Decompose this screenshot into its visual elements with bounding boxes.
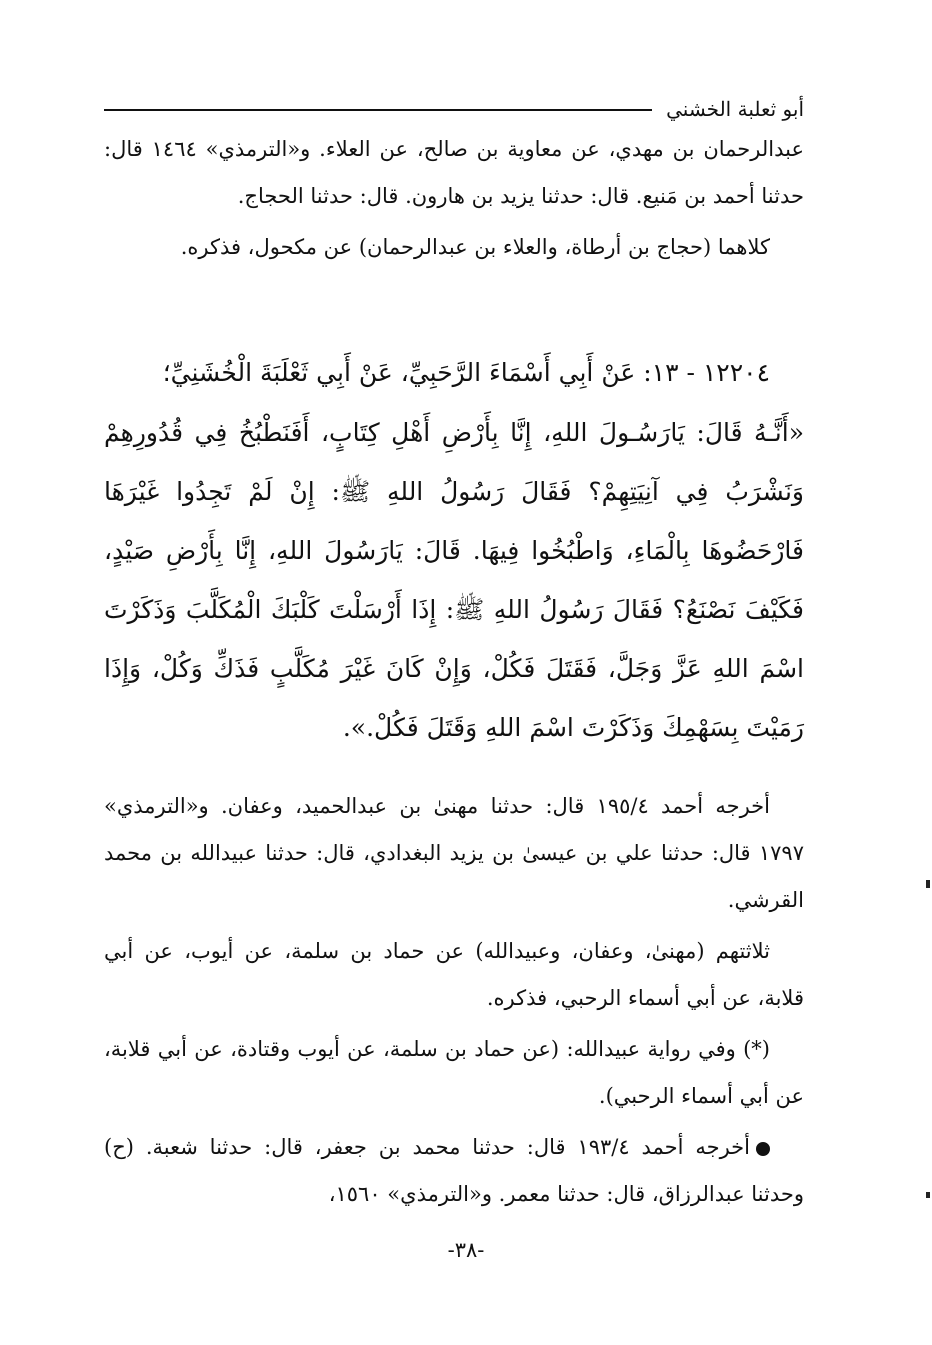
scan-edge-mark <box>926 1192 930 1198</box>
takhrij-paragraph-3: (*) وفي رواية عبيدالله: (عن حماد بن سلمة، عن أيوب وقتادة، عن أبي قلابة، عن أبي أسماء الرحبي). <box>104 1037 804 1108</box>
page-number: -٣٨- <box>447 1238 485 1262</box>
top-block <box>104 126 804 271</box>
takhrij-block <box>104 783 804 1218</box>
hadith-heading: ١٢٢٠٤ - ١٣: عَنْ أَبِي أَسْمَاءَ الرَّحَبِيِّ، عَنْ أَبِي ثَعْلَبَةَ الْخُشَنِيِّ؛ <box>162 358 770 387</box>
hadith-text: «أَنَّـهُ قَالَ: يَارَسُـولَ اللهِ، إِنَّا بِأَرْضِ أَهْلِ كِتَابٍ، أَفَنَطْبُخُ فِي قُدُورِهِمْ وَنَشْرَبُ فِي آنِيَتِهِمْ؟ فَقَالَ رَسُولُ اللهِ ﷺ: إِنْ لَمْ تَجِدُوا غَيْرَهَا فَارْحَضُوهَا بِالْمَاءِ، وَاطْبُخُوا فِيهَا. قَالَ: يَارَسُولَ اللهِ، إِنَّا بِأَرْضِ صَيْدٍ، فَكَيْفَ نَصْنَعُ؟ فَقَالَ رَسُولُ اللهِ ﷺ: إِذَا أَرْسَلْتَ كَلْبَكَ الْمُكَلَّبَ وَذَكَرْتَ اسْمَ اللهِ عَزَّ وَجَلَّ، فَقَتَلَ فَكُلْ، وَإِنْ كَانَ غَيْرَ مُكَلَّبٍ فَذَكِّ وَكُلْ، وَإِذَا رَمَيْتَ بِسَهْمِكَ وَذَكَرْتَ اسْمَ اللهِ وَقَتَلَ فَكُلْ.». <box>104 418 804 742</box>
takhrij-paragraph-4-text: أخرجه أحمد ١٩٣/٤ قال: حدثنا محمد بن جعفر، قال: حدثنا شعبة. (ح) وحدثنا عبدالرزاق، قال: حدثنا معمر. و«الترمذي» ١٥٦٠، <box>104 1135 804 1206</box>
scan-edge-mark <box>926 880 930 888</box>
top-paragraph-2: كلاهما (حجاج بن أرطاة، والعلاء بن عبدالرحمان) عن مكحول، فذكره. <box>180 235 770 259</box>
takhrij-paragraph-2: ثلاثتهم (مهنىٰ، وعفان، وعبيدالله) عن حماد بن سلمة، عن أيوب، عن أبي قلابة، عن أبي أسماء الرحبي، فذكره. <box>104 939 804 1010</box>
running-head-title: أبو ثعلبة الخشني <box>666 97 804 121</box>
running-head <box>104 92 804 126</box>
takhrij-paragraph-4 <box>104 1124 804 1218</box>
bullet-icon <box>756 1142 770 1156</box>
page-body <box>104 92 804 1218</box>
hadith-block <box>104 343 804 757</box>
running-head-rule <box>104 109 652 111</box>
top-paragraph-1: عبدالرحمان بن مهدي، عن معاوية بن صالح، عن العلاء. و«الترمذي» ١٤٦٤ قال: حدثنا أحمد بن مَنيع. قال: حدثنا يزيد بن هارون. قال: حدثنا الحجاج. <box>104 137 804 208</box>
takhrij-paragraph-1: أخرجه أحمد ١٩٥/٤ قال: حدثنا مهنىٰ بن عبدالحميد، وعفان. و«الترمذي» ١٧٩٧ قال: حدثنا علي بن عيسىٰ بن يزيد البغدادي، قال: حدثنا عبيدالله بن محمد القرشي. <box>104 794 804 912</box>
